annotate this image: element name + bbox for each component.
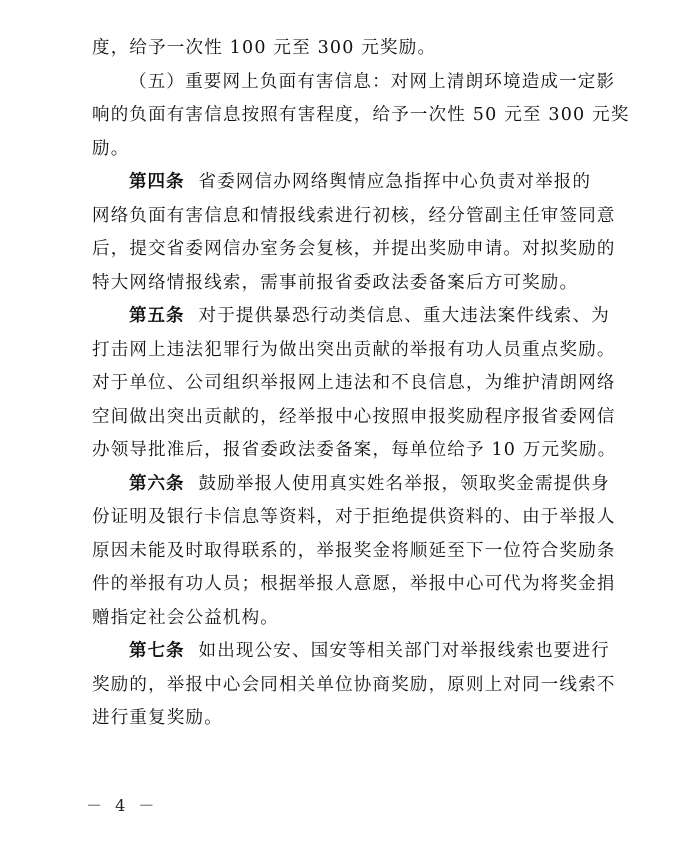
article-6 bbox=[92, 468, 616, 636]
text-line: 特大网络情报线索，需事前报省委政法委备案后方可奖励。 bbox=[92, 272, 579, 293]
text-line: 打击网上违法犯罪行为做出突出贡献的举报有功人员重点奖励。 bbox=[92, 339, 616, 360]
text-line: 份证明及银行卡信息等资料，对于拒绝提供资料的、由于举报人 bbox=[92, 507, 616, 527]
article-text: 如出现公安、国安等相关部门对举报线索也要进行 bbox=[198, 641, 610, 661]
article-4 bbox=[92, 166, 616, 300]
text-line: 原因未能及时取得联系的，举报奖金将顺延至下一位符合奖励条 bbox=[92, 540, 616, 561]
text-line: 赠指定社会公益机构。 bbox=[92, 607, 279, 628]
article-text: 对于提供暴恐行动类信息、重大违法案件线索、为 bbox=[198, 306, 610, 326]
text-line: （五）重要网上负面有害信息：对网上清朗环境造成一定影 bbox=[129, 71, 616, 92]
text-line: 度，给予一次性 100 元至 300 元奖励。 bbox=[92, 38, 437, 58]
text-line: 对于单位、公司组织举报网上违法和不良信息，为维护清朗网络 bbox=[92, 373, 616, 393]
article-title: 第五条 bbox=[129, 306, 185, 326]
paragraph-item-5 bbox=[92, 66, 630, 167]
text-line: 响的负面有害信息按照有害程度，给予一次性 50 元至 300 元奖 bbox=[92, 105, 630, 125]
article-text: 省委网信办网络舆情应急指挥中心负责对举报的 bbox=[198, 172, 592, 192]
document-body bbox=[92, 32, 630, 736]
article-5 bbox=[92, 300, 617, 468]
text-line bbox=[92, 635, 612, 669]
text-line: 网络负面有害信息和情报线索进行初核，经分管副主任审签同意 bbox=[92, 205, 616, 226]
article-7 bbox=[92, 635, 616, 736]
text-line bbox=[92, 468, 612, 502]
paragraph-continuation bbox=[92, 32, 612, 66]
text-line: 空间做出突出贡献的，经举报中心按照申报奖励程序报省委网信 bbox=[92, 406, 616, 427]
text-line: 办领导批准后，报省委政法委备案，每单位给予 10 万元奖励。 bbox=[92, 440, 617, 460]
article-text: 鼓励举报人使用真实姓名举报，领取奖金需提供身 bbox=[198, 473, 610, 494]
text-line bbox=[92, 166, 612, 200]
text-line: 进行重复奖励。 bbox=[92, 708, 223, 728]
text-line: 奖励的，举报中心会同相关单位协商奖励，原则上对同一线索不 bbox=[92, 674, 616, 695]
article-title: 第六条 bbox=[129, 473, 185, 494]
text-line: 励。 bbox=[92, 138, 130, 159]
text-line: 后，提交省委网信办室务会复核，并提出奖励申请。对拟奖励的 bbox=[92, 239, 616, 259]
text-line bbox=[92, 300, 612, 334]
article-title: 第四条 bbox=[129, 172, 185, 192]
page-number: － 4 － bbox=[86, 796, 159, 815]
text-line: 件的举报有功人员；根据举报人意愿，举报中心可代为将奖金捐 bbox=[92, 574, 616, 594]
article-title: 第七条 bbox=[129, 641, 185, 661]
